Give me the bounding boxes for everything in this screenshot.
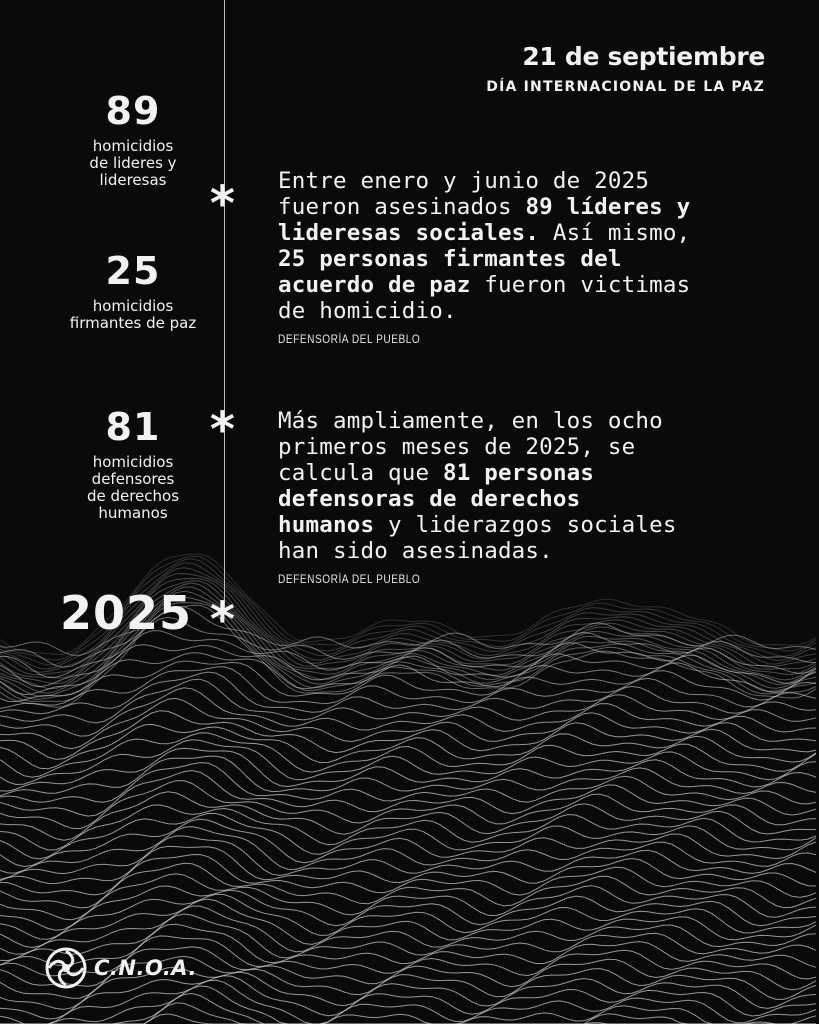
stat-lideres bbox=[62, 89, 204, 189]
body-text: de homicidio. bbox=[278, 298, 457, 324]
contour-line bbox=[0, 886, 816, 930]
contour-line bbox=[0, 781, 816, 829]
paragraph-line bbox=[278, 538, 758, 564]
highlight-text: humanos bbox=[278, 512, 375, 538]
contour-line bbox=[0, 1003, 816, 1024]
body-text: fueron asesinados bbox=[278, 194, 526, 220]
stat-defensores bbox=[62, 405, 204, 522]
paragraph-line bbox=[278, 298, 758, 324]
stat-label bbox=[40, 298, 226, 332]
stat-label bbox=[62, 138, 204, 189]
stat-number: 81 bbox=[105, 405, 161, 449]
highlight-text: 25 personas firmantes del bbox=[278, 246, 622, 272]
source-label: DEFENSORÍA DEL PUEBLO bbox=[278, 334, 421, 346]
contour-line bbox=[0, 894, 816, 939]
body-text: Entre enero y junio de 2025 bbox=[278, 168, 650, 194]
stat-label-line: homicidios bbox=[92, 137, 174, 155]
paragraph-line bbox=[278, 460, 758, 486]
cnoa-logo bbox=[44, 946, 197, 990]
stat-number: 89 bbox=[105, 89, 161, 133]
paragraph-lideres bbox=[278, 168, 758, 324]
body-text: y liderazgos sociales bbox=[374, 512, 677, 538]
stat-label-line: lideresas bbox=[99, 171, 167, 189]
body-text: Así mismo, bbox=[539, 220, 691, 246]
asterisk-icon: * bbox=[208, 592, 237, 648]
paragraph-line bbox=[278, 246, 758, 272]
highlight-text: acuerdo de paz bbox=[278, 272, 471, 298]
paragraph-line bbox=[278, 272, 758, 298]
body-text: han sido asesinadas. bbox=[278, 538, 553, 564]
contour-line bbox=[0, 679, 816, 723]
stat-label-line: defensores bbox=[91, 470, 175, 488]
contour-line bbox=[0, 698, 816, 748]
paragraph-line bbox=[278, 408, 758, 434]
stat-number: 25 bbox=[105, 249, 161, 293]
contour-line bbox=[0, 763, 816, 804]
source-label: DEFENSORÍA DEL PUEBLO bbox=[278, 574, 421, 586]
contour-line bbox=[0, 792, 816, 840]
asterisk-icon: * bbox=[208, 402, 237, 458]
stat-firmantes bbox=[40, 249, 226, 332]
stat-label-line: homicidios bbox=[92, 297, 174, 315]
asterisk-icon: * bbox=[208, 176, 237, 232]
highlight-text: 89 líderes y bbox=[525, 194, 691, 220]
highlight-text: 81 personas bbox=[442, 460, 595, 486]
contour-line bbox=[0, 711, 816, 760]
body-text: fueron victimas bbox=[470, 272, 691, 298]
logo-text: C.N.O.A. bbox=[94, 956, 197, 980]
stat-label-line: de derechos bbox=[86, 487, 180, 505]
highlight-text: defensoras de derechos bbox=[278, 486, 581, 512]
cnoa-emblem-icon bbox=[44, 946, 88, 990]
contour-line bbox=[0, 733, 816, 777]
stat-label-line: humanos bbox=[98, 504, 168, 522]
paragraph-line bbox=[278, 512, 758, 538]
paragraph-line bbox=[278, 434, 758, 460]
stat-label-line: firmantes de paz bbox=[69, 314, 197, 332]
stat-label-line: homicidios bbox=[92, 453, 174, 471]
stat-label bbox=[62, 454, 204, 522]
header bbox=[486, 42, 765, 95]
body-text: primeros meses de 2025, se bbox=[278, 434, 636, 460]
stat-label-line: de lideres y bbox=[89, 154, 177, 172]
body-text: Más ampliamente, en los ocho bbox=[278, 408, 663, 434]
year-label: 2025 bbox=[60, 586, 193, 640]
highlight-text: lideresas sociales. bbox=[278, 220, 540, 246]
body-text: calcula que bbox=[278, 460, 443, 486]
contour-line bbox=[0, 994, 816, 1024]
paragraph-line bbox=[278, 194, 758, 220]
paragraph-line bbox=[278, 220, 758, 246]
paragraph-line bbox=[278, 168, 758, 194]
paragraph-defensores bbox=[278, 408, 758, 564]
date-title: 21 de septiembre bbox=[522, 42, 765, 71]
event-name: DÍA INTERNACIONAL DE LA PAZ bbox=[486, 79, 765, 95]
paragraph-line bbox=[278, 486, 758, 512]
